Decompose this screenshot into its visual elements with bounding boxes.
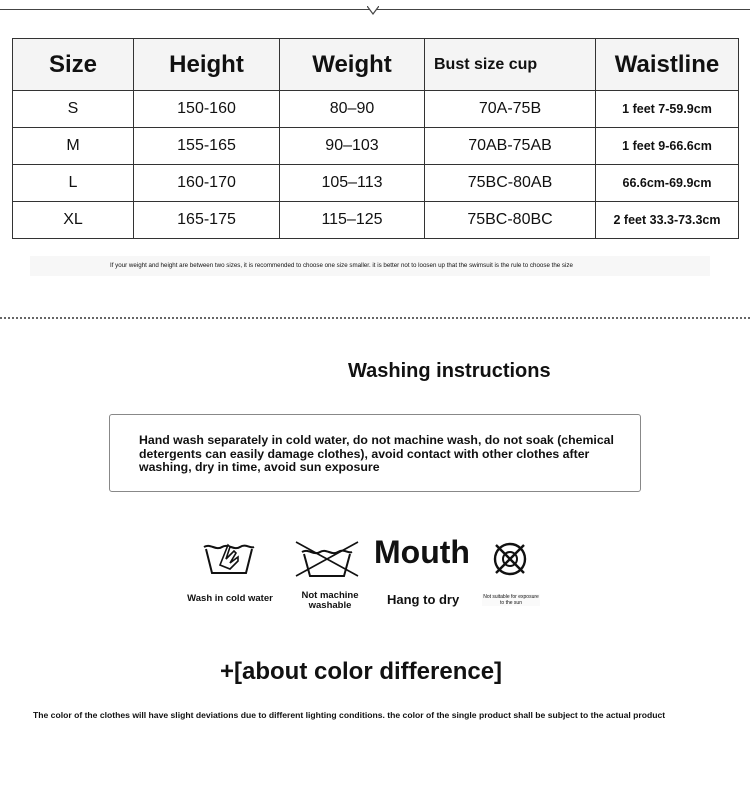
hang-dry-icon: Mouth xyxy=(374,534,470,570)
cell-size: M xyxy=(13,128,134,165)
cell-height: 155-165 xyxy=(134,128,280,165)
cell-bust: 70A-75B xyxy=(425,91,596,128)
cell-weight: 105–113 xyxy=(280,165,425,202)
no-machine-wash-label: Not machine washable xyxy=(301,590,359,611)
cell-bust: 70AB-75AB xyxy=(425,128,596,165)
dotted-divider xyxy=(0,317,750,319)
header-waistline: Waistline xyxy=(596,39,739,91)
size-chart-header-row xyxy=(13,39,739,91)
hand-wash-label: Wash in cold water xyxy=(187,593,273,604)
washing-description: Hand wash separately in cold water, do not machine wash, do not soak (chemical detergents can easily damage clothes), avoid contact with other clothes after washing, dry in time, avoid sun exposure xyxy=(139,433,614,474)
table-row xyxy=(13,165,739,202)
cell-weight: 90–103 xyxy=(280,128,425,165)
cell-weight: 115–125 xyxy=(280,202,425,239)
no-sun-icon xyxy=(491,540,529,578)
no-sun-label: Not suitable for exposure to the sun xyxy=(483,594,539,606)
cell-height: 150-160 xyxy=(134,91,280,128)
cell-weight: 80–90 xyxy=(280,91,425,128)
hang-dry-label: Hang to dry xyxy=(387,592,460,607)
washing-title: Washing instructions xyxy=(348,360,551,382)
header-height: Height xyxy=(134,39,280,91)
table-row xyxy=(13,202,739,239)
no-machine-wash-icon xyxy=(294,540,360,580)
notch-arrow-icon xyxy=(367,6,379,16)
header-bust-size-cup: Bust size cup xyxy=(425,39,596,91)
cell-height: 160-170 xyxy=(134,165,280,202)
table-row xyxy=(13,128,739,165)
cell-height: 165-175 xyxy=(134,202,280,239)
cell-bust: 75BC-80BC xyxy=(425,202,596,239)
header-weight: Weight xyxy=(280,39,425,91)
size-note: If your weight and height are between two sizes, it is recommended to choose one size smaller. it is better not to loosen up that the swimsuit is the rule to choose the size xyxy=(30,256,710,276)
size-chart-table xyxy=(12,38,739,239)
header-size: Size xyxy=(13,39,134,91)
cell-waist: 66.6cm-69.9cm xyxy=(596,165,739,202)
cell-size: L xyxy=(13,165,134,202)
cell-waist: 1 feet 9-66.6cm xyxy=(596,128,739,165)
cell-size: XL xyxy=(13,202,134,239)
color-difference-title: +[about color difference] xyxy=(220,658,503,685)
hand-wash-icon xyxy=(202,537,256,577)
cell-waist: 1 feet 7-59.9cm xyxy=(596,91,739,128)
cell-waist: 2 feet 33.3-73.3cm xyxy=(596,202,739,239)
cell-bust: 75BC-80AB xyxy=(425,165,596,202)
cell-size: S xyxy=(13,91,134,128)
table-row xyxy=(13,91,739,128)
color-difference-note: The color of the clothes will have slight deviations due to different lighting conditions. the color of the single product shall be subject to the actual product xyxy=(33,710,666,720)
